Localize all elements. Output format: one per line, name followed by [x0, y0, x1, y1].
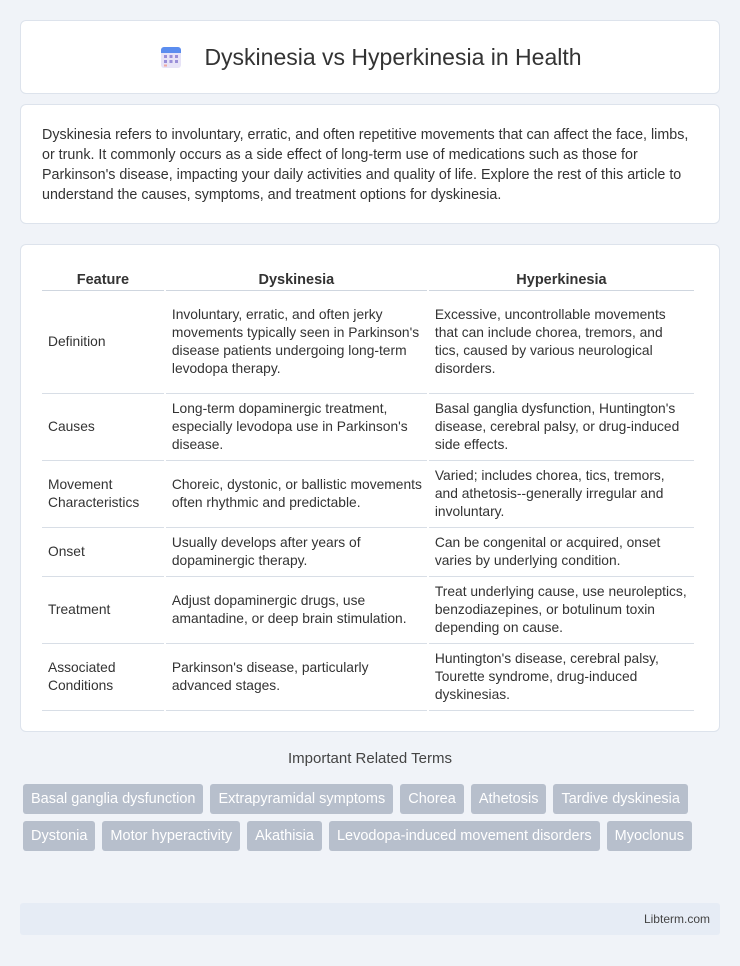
cell-dyskinesia: Parkinson's disease, particularly advanced stages. — [166, 644, 427, 711]
cell-dyskinesia: Usually develops after years of dopaminergic therapy. — [166, 528, 427, 577]
related-term-tag[interactable]: Chorea — [400, 784, 464, 814]
related-term-tag[interactable]: Motor hyperactivity — [102, 821, 240, 851]
header-feature: Feature — [42, 265, 164, 291]
related-terms-list — [23, 784, 723, 851]
cell-feature: Treatment — [42, 577, 164, 644]
footer — [20, 903, 720, 935]
related-term-tag[interactable]: Levodopa-induced movement disorders — [329, 821, 600, 851]
cell-hyperkinesia: Varied; includes chorea, tics, tremors, and athetosis--generally irregular and involuntary. — [429, 461, 694, 528]
related-term-tag[interactable]: Dystonia — [23, 821, 95, 851]
cell-hyperkinesia: Basal ganglia dysfunction, Huntington's disease, cerebral palsy, or drug-induced side effects. — [429, 394, 694, 461]
related-term-tag[interactable]: Myoclonus — [607, 821, 692, 851]
cell-hyperkinesia: Treat underlying cause, use neuroleptics, benzodiazepines, or botulinum toxin depending on cause. — [429, 577, 694, 644]
related-term-tag[interactable]: Basal ganglia dysfunction — [23, 784, 203, 814]
comparison-table — [40, 265, 696, 711]
related-terms-title: Important Related Terms — [288, 750, 452, 767]
comparison-table-card — [20, 244, 720, 732]
calendar-icon — [158, 44, 184, 70]
table-row — [42, 644, 694, 711]
cell-dyskinesia: Choreic, dystonic, or ballistic movements often rhythmic and predictable. — [166, 461, 427, 528]
header-hyperkinesia: Hyperkinesia — [429, 265, 694, 291]
related-term-tag[interactable]: Tardive dyskinesia — [553, 784, 687, 814]
cell-feature: Movement Characteristics — [42, 461, 164, 528]
cell-dyskinesia: Long-term dopaminergic treatment, especially levodopa use in Parkinson's disease. — [166, 394, 427, 461]
cell-dyskinesia: Adjust dopaminergic drugs, use amantadine, or deep brain stimulation. — [166, 577, 427, 644]
table-row — [42, 461, 694, 528]
header-dyskinesia: Dyskinesia — [166, 265, 427, 291]
cell-feature: Onset — [42, 528, 164, 577]
intro-card — [20, 104, 720, 224]
cell-feature: Causes — [42, 394, 164, 461]
cell-dyskinesia: Involuntary, erratic, and often jerky movements typically seen in Parkinson's disease patients undergoing long-term levodopa therapy. — [166, 291, 427, 394]
table-row — [42, 528, 694, 577]
cell-feature: Definition — [42, 291, 164, 394]
related-term-tag[interactable]: Athetosis — [471, 784, 547, 814]
footer-site-link[interactable]: Libterm.com — [643, 912, 710, 926]
cell-hyperkinesia: Excessive, uncontrollable movements that can include chorea, tremors, and tics, caused by various neurological disorders. — [429, 291, 694, 394]
related-term-tag[interactable]: Akathisia — [247, 821, 322, 851]
table-header-row — [42, 265, 694, 291]
cell-feature: Associated Conditions — [42, 644, 164, 711]
related-term-tag[interactable]: Extrapyramidal symptoms — [210, 784, 393, 814]
table-row — [42, 394, 694, 461]
table-row — [42, 577, 694, 644]
cell-hyperkinesia: Huntington's disease, cerebral palsy, Tourette syndrome, drug-induced dyskinesias. — [429, 644, 694, 711]
cell-hyperkinesia: Can be congenital or acquired, onset varies by underlying condition. — [429, 528, 694, 577]
title-card — [20, 20, 720, 94]
page-title: Dyskinesia vs Hyperkinesia in Health — [204, 43, 582, 70]
table-row — [42, 291, 694, 394]
intro-text: Dyskinesia refers to involuntary, erratic, and often repetitive movements that can affect the face, limbs, or trunk. It commonly occurs as a side effect of long-term use of medications such as those for Parkinson's disease, impacting your daily activities and quality of life. Explore the rest of this article to understand the causes, symptoms, and treatment options for dyskinesia. — [42, 127, 689, 203]
